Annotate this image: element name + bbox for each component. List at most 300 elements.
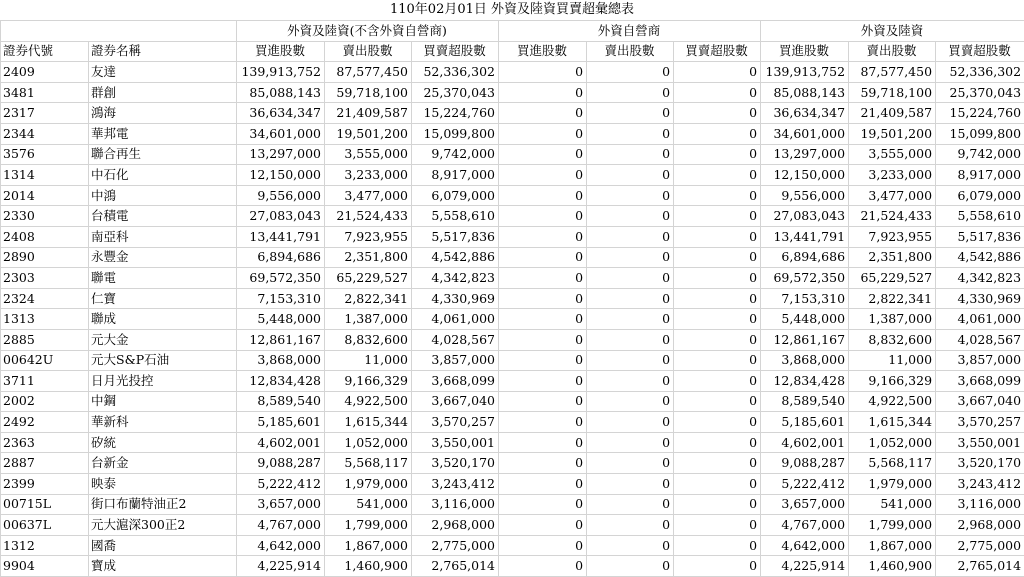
share-count-cell: 5,185,601: [237, 412, 325, 433]
share-count-cell: 9,088,287: [237, 453, 325, 474]
share-count-cell: 0: [674, 371, 761, 392]
share-count-cell: 4,330,969: [412, 288, 499, 309]
share-count-cell: 0: [674, 82, 761, 103]
security-code-cell: 2887: [1, 453, 89, 474]
share-count-cell: 0: [499, 391, 587, 412]
share-count-cell: 1,460,900: [325, 556, 412, 577]
column-header: 賣出股數: [849, 41, 936, 62]
share-count-cell: 0: [587, 62, 674, 83]
share-count-cell: 59,718,100: [325, 82, 412, 103]
table-row: [1, 144, 1024, 165]
security-code-cell: 2363: [1, 432, 89, 453]
table-row: [1, 432, 1024, 453]
share-count-cell: 3,233,000: [325, 165, 412, 186]
share-count-cell: 0: [587, 515, 674, 536]
share-count-cell: 0: [587, 474, 674, 495]
share-count-cell: 0: [587, 268, 674, 289]
share-count-cell: 1,052,000: [325, 432, 412, 453]
security-code-cell: 2344: [1, 123, 89, 144]
share-count-cell: 15,224,760: [936, 103, 1024, 124]
share-count-cell: 3,550,001: [936, 432, 1024, 453]
security-code-cell: 3576: [1, 144, 89, 165]
security-code-cell: 00715L: [1, 494, 89, 515]
share-count-cell: 0: [499, 288, 587, 309]
security-code-cell: 1313: [1, 309, 89, 330]
security-code-cell: 2399: [1, 474, 89, 495]
share-count-cell: 15,099,800: [936, 123, 1024, 144]
share-count-cell: 34,601,000: [237, 123, 325, 144]
share-count-cell: 0: [499, 494, 587, 515]
share-count-cell: 36,634,347: [237, 103, 325, 124]
share-count-cell: 0: [587, 412, 674, 433]
share-count-cell: 5,558,610: [936, 206, 1024, 227]
security-code-cell: 2885: [1, 329, 89, 350]
share-count-cell: 0: [587, 432, 674, 453]
share-count-cell: 3,550,001: [412, 432, 499, 453]
share-count-cell: 0: [499, 185, 587, 206]
security-name-cell: 中鴻: [89, 185, 237, 206]
share-count-cell: 0: [674, 453, 761, 474]
share-count-cell: 0: [587, 556, 674, 577]
share-count-cell: 27,083,043: [237, 206, 325, 227]
share-count-cell: 0: [499, 371, 587, 392]
security-name-cell: 台新金: [89, 453, 237, 474]
share-count-cell: 0: [587, 535, 674, 556]
share-count-cell: 0: [674, 268, 761, 289]
share-count-cell: 4,922,500: [849, 391, 936, 412]
column-header: 買進股數: [761, 41, 849, 62]
share-count-cell: 0: [587, 144, 674, 165]
share-count-cell: 0: [674, 432, 761, 453]
share-count-cell: 15,224,760: [412, 103, 499, 124]
share-count-cell: 0: [674, 288, 761, 309]
share-count-cell: 2,775,000: [412, 535, 499, 556]
share-count-cell: 9,088,287: [761, 453, 849, 474]
share-count-cell: 69,572,350: [761, 268, 849, 289]
share-count-cell: 3,233,000: [849, 165, 936, 186]
group-header-foreign-total: 外資及陸資: [761, 21, 1024, 42]
share-count-cell: 4,767,000: [761, 515, 849, 536]
share-count-cell: 4,767,000: [237, 515, 325, 536]
share-count-cell: 5,222,412: [761, 474, 849, 495]
share-count-cell: 0: [587, 123, 674, 144]
security-name-cell: 聯電: [89, 268, 237, 289]
security-name-cell: 中石化: [89, 165, 237, 186]
share-count-cell: 0: [587, 453, 674, 474]
share-count-cell: 0: [674, 535, 761, 556]
column-header: 賣出股數: [325, 41, 412, 62]
share-count-cell: 0: [499, 535, 587, 556]
share-count-cell: 0: [499, 556, 587, 577]
share-count-cell: 8,917,000: [936, 165, 1024, 186]
share-count-cell: 6,079,000: [412, 185, 499, 206]
share-count-cell: 85,088,143: [237, 82, 325, 103]
table-row: [1, 247, 1024, 268]
share-count-cell: 6,894,686: [761, 247, 849, 268]
security-code-cell: 2890: [1, 247, 89, 268]
table-row: [1, 185, 1024, 206]
share-count-cell: 13,297,000: [237, 144, 325, 165]
share-count-cell: 0: [674, 515, 761, 536]
share-count-cell: 85,088,143: [761, 82, 849, 103]
security-code-cell: 2324: [1, 288, 89, 309]
share-count-cell: 52,336,302: [412, 62, 499, 83]
share-count-cell: 8,832,600: [325, 329, 412, 350]
table-row: [1, 371, 1024, 392]
share-count-cell: 0: [674, 474, 761, 495]
share-count-cell: 0: [587, 165, 674, 186]
share-count-cell: 25,370,043: [412, 82, 499, 103]
table-row: [1, 268, 1024, 289]
group-header-foreign-excl-dealers: 外資及陸資(不含外資自營商): [237, 21, 499, 42]
security-name-cell: 台積電: [89, 206, 237, 227]
share-count-cell: 0: [674, 62, 761, 83]
share-count-cell: 2,968,000: [936, 515, 1024, 536]
security-name-cell: 鴻海: [89, 103, 237, 124]
share-count-cell: 12,861,167: [761, 329, 849, 350]
security-name-cell: 華新科: [89, 412, 237, 433]
share-count-cell: 11,000: [325, 350, 412, 371]
table-row: [1, 535, 1024, 556]
share-count-cell: 3,657,000: [761, 494, 849, 515]
share-count-cell: 0: [674, 329, 761, 350]
share-count-cell: 1,387,000: [849, 309, 936, 330]
share-count-cell: 52,336,302: [936, 62, 1024, 83]
share-count-cell: 34,601,000: [761, 123, 849, 144]
share-count-cell: 0: [499, 453, 587, 474]
share-count-cell: 3,570,257: [412, 412, 499, 433]
table-row: [1, 165, 1024, 186]
share-count-cell: 5,517,836: [936, 226, 1024, 247]
share-count-cell: 1,799,000: [325, 515, 412, 536]
share-count-cell: 3,667,040: [936, 391, 1024, 412]
table-row: [1, 556, 1024, 577]
table-row: [1, 288, 1024, 309]
report-title: 110年02月01日 外資及陸資買賣超彙總表: [0, 0, 1024, 20]
security-name-cell: 群創: [89, 82, 237, 103]
share-count-cell: 4,342,823: [412, 268, 499, 289]
share-count-cell: 5,448,000: [237, 309, 325, 330]
share-count-cell: 21,524,433: [849, 206, 936, 227]
share-count-cell: 0: [674, 494, 761, 515]
share-count-cell: 5,558,610: [412, 206, 499, 227]
share-count-cell: 0: [587, 391, 674, 412]
share-count-cell: 13,441,791: [237, 226, 325, 247]
share-count-cell: 2,822,341: [325, 288, 412, 309]
share-count-cell: 69,572,350: [237, 268, 325, 289]
share-count-cell: 2,765,014: [936, 556, 1024, 577]
group-header-row: [1, 21, 1024, 42]
share-count-cell: 7,153,310: [237, 288, 325, 309]
summary-table: [0, 20, 1024, 577]
share-count-cell: 0: [587, 309, 674, 330]
share-count-cell: 139,913,752: [761, 62, 849, 83]
share-count-cell: 9,742,000: [936, 144, 1024, 165]
share-count-cell: 87,577,450: [325, 62, 412, 83]
share-count-cell: 3,668,099: [936, 371, 1024, 392]
share-count-cell: 9,166,329: [849, 371, 936, 392]
share-count-cell: 4,602,001: [237, 432, 325, 453]
share-count-cell: 21,409,587: [325, 103, 412, 124]
security-name-cell: 國喬: [89, 535, 237, 556]
share-count-cell: 4,028,567: [936, 329, 1024, 350]
table-row: [1, 62, 1024, 83]
share-count-cell: 0: [499, 309, 587, 330]
share-count-cell: 1,615,344: [849, 412, 936, 433]
security-code-cell: 00642U: [1, 350, 89, 371]
share-count-cell: 3,555,000: [849, 144, 936, 165]
share-count-cell: 1,867,000: [325, 535, 412, 556]
share-count-cell: 0: [587, 350, 674, 371]
security-name-cell: 寶成: [89, 556, 237, 577]
security-code-cell: 2408: [1, 226, 89, 247]
share-count-cell: 0: [499, 329, 587, 350]
share-count-cell: 3,116,000: [936, 494, 1024, 515]
share-count-cell: 3,555,000: [325, 144, 412, 165]
share-count-cell: 9,166,329: [325, 371, 412, 392]
share-count-cell: 3,668,099: [412, 371, 499, 392]
share-count-cell: 5,185,601: [761, 412, 849, 433]
share-count-cell: 4,061,000: [936, 309, 1024, 330]
security-name-cell: 華邦電: [89, 123, 237, 144]
share-count-cell: 0: [674, 412, 761, 433]
share-count-cell: 5,568,117: [849, 453, 936, 474]
share-count-cell: 19,501,200: [849, 123, 936, 144]
share-count-cell: 3,520,170: [412, 453, 499, 474]
table-row: [1, 474, 1024, 495]
security-name-cell: 日月光投控: [89, 371, 237, 392]
share-count-cell: 0: [499, 412, 587, 433]
share-count-cell: 4,225,914: [237, 556, 325, 577]
share-count-cell: 0: [674, 350, 761, 371]
table-row: [1, 329, 1024, 350]
share-count-cell: 7,153,310: [761, 288, 849, 309]
share-count-cell: 12,150,000: [761, 165, 849, 186]
column-header: 證券名稱: [89, 41, 237, 62]
share-count-cell: 1,979,000: [849, 474, 936, 495]
share-count-cell: 0: [499, 82, 587, 103]
share-count-cell: 0: [499, 206, 587, 227]
share-count-cell: 541,000: [849, 494, 936, 515]
security-name-cell: 聯合再生: [89, 144, 237, 165]
share-count-cell: 0: [499, 226, 587, 247]
share-count-cell: 0: [587, 103, 674, 124]
share-count-cell: 3,868,000: [761, 350, 849, 371]
security-name-cell: 映泰: [89, 474, 237, 495]
table-row: [1, 226, 1024, 247]
security-code-cell: 3711: [1, 371, 89, 392]
share-count-cell: 13,441,791: [761, 226, 849, 247]
share-count-cell: 11,000: [849, 350, 936, 371]
share-count-cell: 3,657,000: [237, 494, 325, 515]
share-count-cell: 3,667,040: [412, 391, 499, 412]
share-count-cell: 5,222,412: [237, 474, 325, 495]
security-code-cell: 2002: [1, 391, 89, 412]
security-name-cell: 聯成: [89, 309, 237, 330]
share-count-cell: 3,520,170: [936, 453, 1024, 474]
share-count-cell: 0: [499, 144, 587, 165]
table-row: [1, 309, 1024, 330]
share-count-cell: 0: [674, 247, 761, 268]
column-header: 買進股數: [237, 41, 325, 62]
security-code-cell: 2014: [1, 185, 89, 206]
security-name-cell: 元大金: [89, 329, 237, 350]
share-count-cell: 65,229,527: [849, 268, 936, 289]
share-count-cell: 3,243,412: [936, 474, 1024, 495]
share-count-cell: 2,968,000: [412, 515, 499, 536]
group-header-blank: [1, 21, 237, 42]
share-count-cell: 6,894,686: [237, 247, 325, 268]
share-count-cell: 21,409,587: [849, 103, 936, 124]
share-count-cell: 12,150,000: [237, 165, 325, 186]
column-header: 賣出股數: [587, 41, 674, 62]
share-count-cell: 1,799,000: [849, 515, 936, 536]
share-count-cell: 2,351,800: [325, 247, 412, 268]
share-count-cell: 5,448,000: [761, 309, 849, 330]
share-count-cell: 12,834,428: [761, 371, 849, 392]
share-count-cell: 0: [587, 329, 674, 350]
security-code-cell: 9904: [1, 556, 89, 577]
table-row: [1, 453, 1024, 474]
share-count-cell: 5,568,117: [325, 453, 412, 474]
column-header: 買賣超股數: [936, 41, 1024, 62]
table-row: [1, 103, 1024, 124]
share-count-cell: 7,923,955: [849, 226, 936, 247]
share-count-cell: 0: [674, 103, 761, 124]
share-count-cell: 87,577,450: [849, 62, 936, 83]
share-count-cell: 0: [674, 165, 761, 186]
share-count-cell: 3,477,000: [849, 185, 936, 206]
share-count-cell: 8,832,600: [849, 329, 936, 350]
share-count-cell: 0: [674, 309, 761, 330]
share-count-cell: 0: [499, 350, 587, 371]
share-count-cell: 0: [587, 226, 674, 247]
column-header: 買賣超股數: [674, 41, 761, 62]
share-count-cell: 3,243,412: [412, 474, 499, 495]
security-code-cell: 2492: [1, 412, 89, 433]
share-count-cell: 9,556,000: [761, 185, 849, 206]
share-count-cell: 4,542,886: [936, 247, 1024, 268]
share-count-cell: 0: [674, 123, 761, 144]
security-code-cell: 00637L: [1, 515, 89, 536]
security-name-cell: 永豐金: [89, 247, 237, 268]
table-body: [1, 62, 1024, 577]
security-code-cell: 2303: [1, 268, 89, 289]
share-count-cell: 3,116,000: [412, 494, 499, 515]
security-name-cell: 南亞科: [89, 226, 237, 247]
share-count-cell: 9,742,000: [412, 144, 499, 165]
security-code-cell: 2409: [1, 62, 89, 83]
share-count-cell: 8,917,000: [412, 165, 499, 186]
table-row: [1, 494, 1024, 515]
share-count-cell: 36,634,347: [761, 103, 849, 124]
share-count-cell: 3,857,000: [412, 350, 499, 371]
table-row: [1, 350, 1024, 371]
share-count-cell: 2,822,341: [849, 288, 936, 309]
share-count-cell: 0: [499, 103, 587, 124]
share-count-cell: 4,342,823: [936, 268, 1024, 289]
share-count-cell: 4,330,969: [936, 288, 1024, 309]
share-count-cell: 2,775,000: [936, 535, 1024, 556]
share-count-cell: 0: [587, 288, 674, 309]
share-count-cell: 2,765,014: [412, 556, 499, 577]
share-count-cell: 3,857,000: [936, 350, 1024, 371]
share-count-cell: 4,602,001: [761, 432, 849, 453]
share-count-cell: 0: [499, 247, 587, 268]
share-count-cell: 0: [674, 185, 761, 206]
share-count-cell: 1,052,000: [849, 432, 936, 453]
share-count-cell: 0: [587, 371, 674, 392]
security-name-cell: 元大滬深300正2: [89, 515, 237, 536]
share-count-cell: 8,589,540: [761, 391, 849, 412]
share-count-cell: 0: [587, 185, 674, 206]
share-count-cell: 2,351,800: [849, 247, 936, 268]
share-count-cell: 0: [674, 144, 761, 165]
share-count-cell: 13,297,000: [761, 144, 849, 165]
security-code-cell: 1314: [1, 165, 89, 186]
share-count-cell: 8,589,540: [237, 391, 325, 412]
security-name-cell: 仁寶: [89, 288, 237, 309]
share-count-cell: 3,868,000: [237, 350, 325, 371]
table-row: [1, 82, 1024, 103]
security-code-cell: 2330: [1, 206, 89, 227]
share-count-cell: 4,225,914: [761, 556, 849, 577]
share-count-cell: 21,524,433: [325, 206, 412, 227]
security-name-cell: 元大S&P石油: [89, 350, 237, 371]
security-code-cell: 3481: [1, 82, 89, 103]
share-count-cell: 4,542,886: [412, 247, 499, 268]
share-count-cell: 0: [587, 82, 674, 103]
share-count-cell: 19,501,200: [325, 123, 412, 144]
share-count-cell: 4,061,000: [412, 309, 499, 330]
share-count-cell: 0: [587, 494, 674, 515]
share-count-cell: 4,922,500: [325, 391, 412, 412]
security-name-cell: 矽統: [89, 432, 237, 453]
share-count-cell: 5,517,836: [412, 226, 499, 247]
share-count-cell: 139,913,752: [237, 62, 325, 83]
share-count-cell: 0: [499, 515, 587, 536]
security-code-cell: 1312: [1, 535, 89, 556]
column-header: 買進股數: [499, 41, 587, 62]
share-count-cell: 3,570,257: [936, 412, 1024, 433]
group-header-foreign-dealers: 外資自營商: [499, 21, 761, 42]
share-count-cell: 4,028,567: [412, 329, 499, 350]
share-count-cell: 0: [587, 247, 674, 268]
share-count-cell: 27,083,043: [761, 206, 849, 227]
share-count-cell: 0: [499, 474, 587, 495]
share-count-cell: 4,642,000: [237, 535, 325, 556]
share-count-cell: 6,079,000: [936, 185, 1024, 206]
share-count-cell: 3,477,000: [325, 185, 412, 206]
table-row: [1, 206, 1024, 227]
share-count-cell: 0: [499, 432, 587, 453]
security-name-cell: 中鋼: [89, 391, 237, 412]
table-row: [1, 391, 1024, 412]
share-count-cell: 1,979,000: [325, 474, 412, 495]
column-header: 買賣超股數: [412, 41, 499, 62]
share-count-cell: 0: [587, 206, 674, 227]
share-count-cell: 7,923,955: [325, 226, 412, 247]
share-count-cell: 59,718,100: [849, 82, 936, 103]
table-row: [1, 123, 1024, 144]
share-count-cell: 0: [499, 123, 587, 144]
column-header-row: [1, 41, 1024, 62]
share-count-cell: 0: [674, 391, 761, 412]
security-code-cell: 2317: [1, 103, 89, 124]
share-count-cell: 1,460,900: [849, 556, 936, 577]
column-header: 證券代號: [1, 41, 89, 62]
share-count-cell: 0: [499, 165, 587, 186]
